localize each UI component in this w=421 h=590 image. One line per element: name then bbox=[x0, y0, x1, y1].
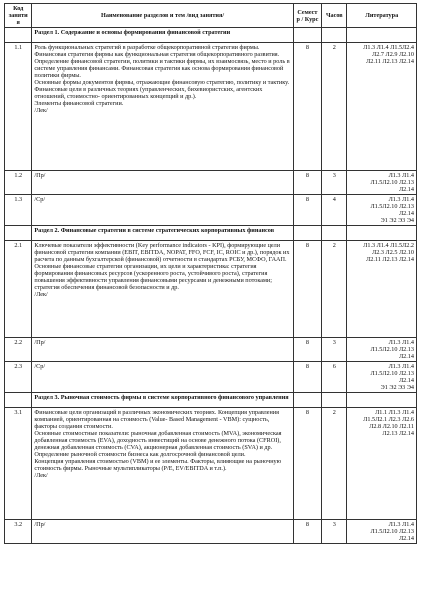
row-semester: 8 bbox=[293, 171, 321, 195]
row-hours: 2 bbox=[322, 408, 347, 520]
topic-line: /Лек/ bbox=[34, 472, 48, 479]
row-topic bbox=[32, 195, 293, 226]
section-literature-cell bbox=[347, 226, 417, 241]
topic-line: Основные формы документов фирмы, отражающие финансовую стратегию, политику и тактику. bbox=[34, 79, 290, 86]
topic-line: /Пр/ bbox=[34, 521, 46, 528]
literature-line: Л1.1 Л1.3 Л1.4 bbox=[375, 409, 414, 416]
curriculum-table bbox=[4, 3, 417, 544]
topic-line: Финансовые цели организаций в различных экономических теориях. Концепция управления компанией, ориентированная на стоимость (Value- Based Management - VBM): сущность, факторы создания стоимости. bbox=[34, 409, 279, 430]
literature-line: Л1.5Л2.10 Л2.13 bbox=[370, 179, 414, 186]
row-code: 1.1 bbox=[5, 43, 32, 171]
literature-line: Л1.5Л2.1 Л2.3 Л2.6 bbox=[363, 416, 414, 423]
row-topic bbox=[32, 362, 293, 393]
row-code: 1.2 bbox=[5, 171, 32, 195]
row-semester: 8 bbox=[293, 520, 321, 544]
row-literature bbox=[347, 171, 417, 195]
literature-line: Л2.11 Л2.13 Л2.14 bbox=[366, 256, 414, 263]
row-literature bbox=[347, 241, 417, 338]
topic-line: Роль функциональных стратегий в разработке общекорпоративной стратегии фирмы. Финансовая стратегия фирмы как функциональная стратегия общекорпоративного развития. bbox=[34, 44, 280, 58]
literature-line: Л1.5Л2.10 Л2.13 bbox=[370, 346, 414, 353]
topic-line: /Ср/ bbox=[34, 363, 46, 370]
literature-line: Э1 Э2 Э3 Э4 bbox=[380, 217, 414, 224]
row-code: 3.2 bbox=[5, 520, 32, 544]
literature-line: Л1.5Л2.10 Л2.13 bbox=[370, 203, 414, 210]
table-row bbox=[5, 362, 417, 393]
row-topic bbox=[32, 520, 293, 544]
row-semester: 8 bbox=[293, 338, 321, 362]
row-hours: 6 bbox=[322, 362, 347, 393]
topic-line: /Ср/ bbox=[34, 196, 46, 203]
curriculum-page bbox=[4, 3, 417, 544]
row-topic bbox=[32, 43, 293, 171]
section-hours-cell bbox=[322, 393, 347, 408]
table-row bbox=[5, 43, 417, 171]
topic-line: Концепция управления стоимостью (VBM) и ее элементы. Факторы, влияющие на рыночную стоимость фирмы. Рыночные мультипликаторы (P/E, EV/EBITDA и т.п.). bbox=[34, 458, 282, 472]
section-row bbox=[5, 28, 417, 43]
section-literature-cell bbox=[347, 28, 417, 43]
row-code: 3.1 bbox=[5, 408, 32, 520]
section-code-cell bbox=[5, 393, 32, 408]
row-code: 2.1 bbox=[5, 241, 32, 338]
row-hours: 2 bbox=[322, 241, 347, 338]
table-row bbox=[5, 408, 417, 520]
literature-line: Л1.3 Л1.4 bbox=[388, 363, 414, 370]
header-semester: Семестр / Курс bbox=[293, 4, 321, 28]
literature-line: Л2.3 Л2.5 Л2.10 bbox=[372, 249, 414, 256]
topic-line: /Лек/ bbox=[34, 107, 48, 114]
section-row bbox=[5, 393, 417, 408]
row-topic bbox=[32, 408, 293, 520]
row-literature bbox=[347, 195, 417, 226]
row-code: 1.3 bbox=[5, 195, 32, 226]
literature-line: Л2.11 Л2.13 Л2.14 bbox=[366, 58, 414, 65]
literature-line: Л1.3 Л1.4 bbox=[388, 521, 414, 528]
header-hours: Часов bbox=[322, 4, 347, 28]
row-hours: 2 bbox=[322, 43, 347, 171]
row-literature bbox=[347, 520, 417, 544]
literature-line: Л2.7 Л2.9 Л2.10 bbox=[372, 51, 414, 58]
table-row bbox=[5, 338, 417, 362]
section-code-cell bbox=[5, 28, 32, 43]
literature-line: Э1 Э2 Э3 Э4 bbox=[380, 384, 414, 391]
row-literature bbox=[347, 338, 417, 362]
row-semester: 8 bbox=[293, 408, 321, 520]
row-topic bbox=[32, 241, 293, 338]
header-code: Код занятия bbox=[5, 4, 32, 28]
row-code: 2.3 bbox=[5, 362, 32, 393]
section-row bbox=[5, 226, 417, 241]
table-header-row bbox=[5, 4, 417, 28]
table-row bbox=[5, 241, 417, 338]
row-hours: 3 bbox=[322, 338, 347, 362]
row-semester: 8 bbox=[293, 43, 321, 171]
header-name: Наименование разделов и тем /вид занятия/ bbox=[32, 4, 293, 28]
header-literature: Литература bbox=[347, 4, 417, 28]
literature-line: Л2.14 bbox=[398, 353, 414, 360]
section-hours-cell bbox=[322, 226, 347, 241]
row-hours: 4 bbox=[322, 195, 347, 226]
section-hours-cell bbox=[322, 28, 347, 43]
row-literature bbox=[347, 43, 417, 171]
literature-line: Л1.3 Л1.4 Л1.5Л2.4 bbox=[363, 44, 414, 51]
topic-line: Основные финансовые стратегии организации, их цели и характеристика: стратегия формирования финансовых ресурсов (ускоренного роста, устойчивого роста), стратегия повышения эффективности управления финансовыми ресурсами и денежными потоками; стратегия обеспечения финансовой безопасности и др. bbox=[34, 263, 272, 291]
topic-line: /Лек/ bbox=[34, 291, 48, 298]
literature-line: Л2.14 bbox=[398, 535, 414, 542]
topic-line: Ключевые показатели эффективности (Key performance indicators - KPI), формирующие цели финансовой стратегии компании (EBIT, EBITDA, NOPAT, FFO, FCF, IC, ROIC и др.), порядок их расчета по данным бухгалтерской (финансовой) отчетности в стандартах РСБУ, МСФО, ГААП. bbox=[34, 242, 290, 263]
topic-line: /Пр/ bbox=[34, 172, 46, 179]
literature-line: Л2.13 Л2.14 bbox=[382, 430, 414, 437]
topic-line: /Пр/ bbox=[34, 339, 46, 346]
section-semester-cell bbox=[293, 226, 321, 241]
row-literature bbox=[347, 362, 417, 393]
section-code-cell bbox=[5, 226, 32, 241]
table-body bbox=[5, 28, 417, 544]
topic-line: Основные стоимостные показатели: рыночная добавленная стоимость (MVA), экономическая добавленная стоимость (EVA), доходность инвестиций на основе денежного потока (CFROI), денежная добавленная стоимость (CVA), акционерная добавленная стоимость (SVA) и др. bbox=[34, 430, 282, 451]
literature-line: Л1.3 Л1.4 bbox=[388, 339, 414, 346]
literature-line: Л2.14 bbox=[398, 377, 414, 384]
row-hours: 3 bbox=[322, 171, 347, 195]
literature-line: Л1.3 Л1.4 bbox=[388, 172, 414, 179]
row-literature bbox=[347, 408, 417, 520]
literature-line: Л1.5Л2.10 Л2.13 bbox=[370, 370, 414, 377]
section-title: Раздел 1. Содержание и основы формирования финансовой стратегии bbox=[32, 28, 293, 43]
row-topic bbox=[32, 338, 293, 362]
row-semester: 8 bbox=[293, 241, 321, 338]
row-topic bbox=[32, 171, 293, 195]
section-semester-cell bbox=[293, 28, 321, 43]
literature-line: Л1.5Л2.10 Л2.13 bbox=[370, 528, 414, 535]
table-row bbox=[5, 171, 417, 195]
section-title: Раздел 3. Рыночная стоимость фирмы в системе корпоративного финансового управления bbox=[32, 393, 293, 408]
topic-line: Определение финансовой стратегии, политики и тактики фирмы, их взаимосвязь, место и роль в системе управления финансами. Финансовая стратегия как основа формирования финансовой политики фирмы. bbox=[34, 58, 290, 79]
literature-line: Л2.14 bbox=[398, 210, 414, 217]
table-row bbox=[5, 520, 417, 544]
topic-line: Определение рыночной стоимости бизнеса как долгосрочной финансовой цели. bbox=[34, 451, 246, 458]
row-semester: 8 bbox=[293, 195, 321, 226]
literature-line: Л1.3 Л1.4 bbox=[388, 196, 414, 203]
topic-line: Финансовые цели в различных теориях (управленческих, бихевиористских, агентских отношений, стоимостно- ориентированных концепций и др.). bbox=[34, 86, 263, 100]
section-semester-cell bbox=[293, 393, 321, 408]
topic-line: Элементы финансовой стратегии. bbox=[34, 100, 124, 107]
section-literature-cell bbox=[347, 393, 417, 408]
section-title: Раздел 2. Финансовые стратегии в системе стратегических корпоративных финансов bbox=[32, 226, 293, 241]
row-code: 2.2 bbox=[5, 338, 32, 362]
literature-line: Л2.8 Л2.10 Л2.11 bbox=[369, 423, 414, 430]
row-hours: 3 bbox=[322, 520, 347, 544]
table-row bbox=[5, 195, 417, 226]
row-semester: 8 bbox=[293, 362, 321, 393]
literature-line: Л2.14 bbox=[398, 186, 414, 193]
literature-line: Л1.3 Л1.4 Л1.5Л2.2 bbox=[363, 242, 414, 249]
